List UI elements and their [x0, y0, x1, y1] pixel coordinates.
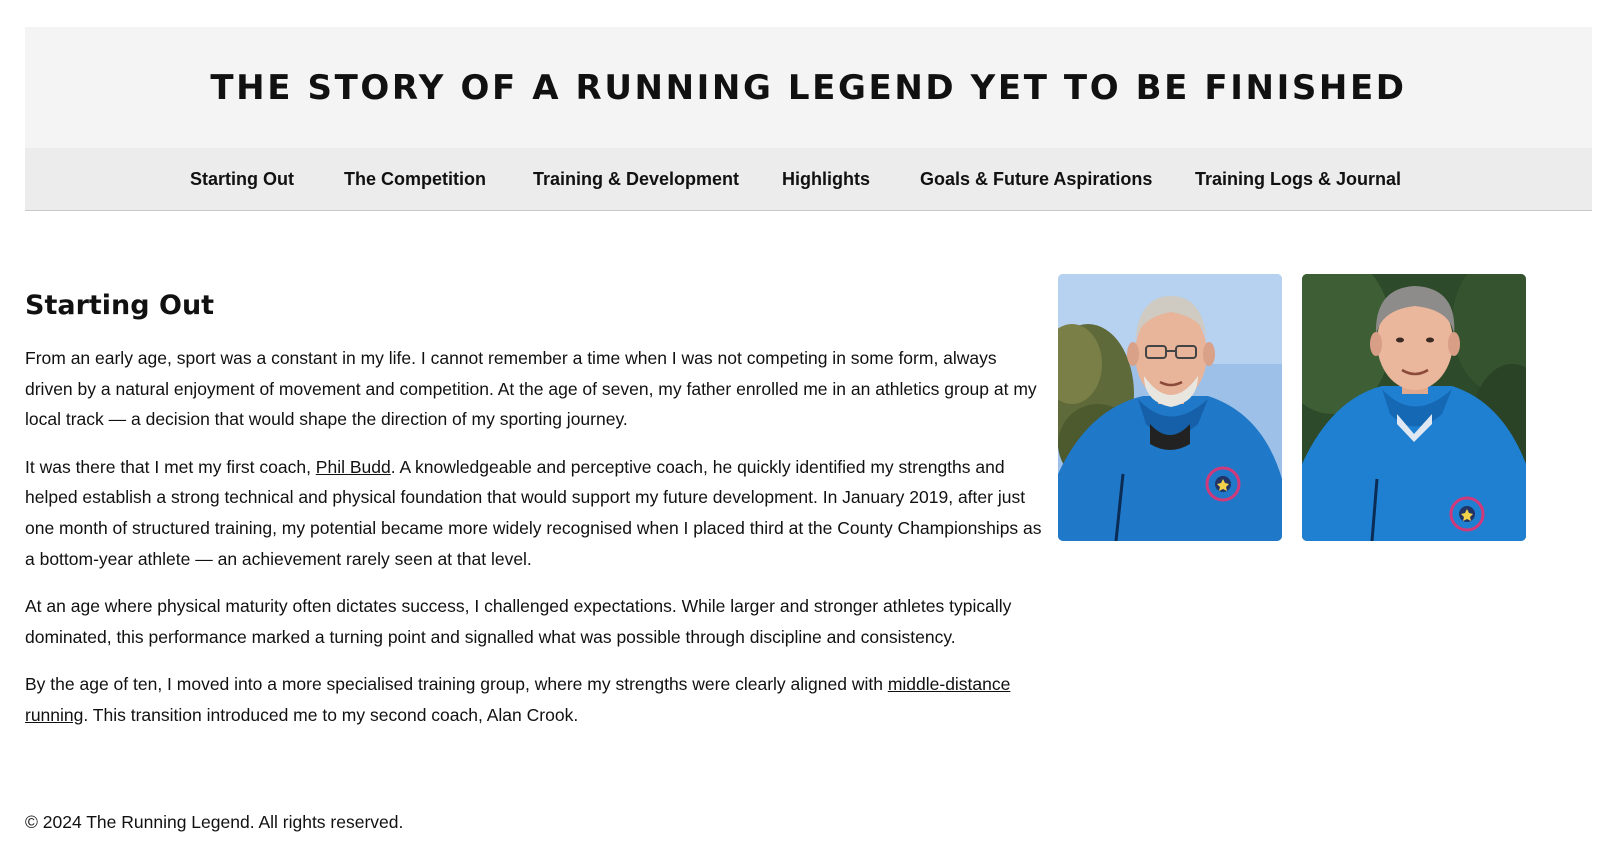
- footer-copyright: © 2024 The Running Legend. All rights reserved.: [25, 812, 404, 832]
- paragraph-text: . A knowledgeable and perceptive coach, he quickly identified my strengths and helped establish a strong technical and physical foundation that would support my future development. In January 2019, after just one month of structured training, my potential became more widely recognised when I placed third at the County Championships as a bottom-year athlete — an achievement rarely seen at that level.: [25, 456, 1042, 569]
- page-heading: Starting Out: [25, 290, 215, 321]
- second-coach-paragraph: [25, 669, 1045, 730]
- portrait-photo-icon: [1058, 274, 1282, 541]
- portrait-photo-icon: [1302, 274, 1526, 541]
- phil-budd-link[interactable]: Phil Budd: [315, 456, 391, 477]
- site-title: THE STORY OF A RUNNING LEGEND YET TO BE FINISHED: [210, 67, 1407, 108]
- site-header: [25, 27, 1592, 148]
- nav-item-starting-out[interactable]: Starting Out: [190, 169, 294, 189]
- nav-item-training-development[interactable]: Training & Development: [533, 169, 740, 189]
- paragraph-text: By the age of ten, I moved into a more specialised training group, where my strengths were clearly aligned with: [25, 674, 888, 695]
- nav-item-goals-future-aspirations[interactable]: Goals & Future Aspirations: [920, 169, 1153, 189]
- paragraph-text: . This transition introduced me to my second coach, Alan Crook.: [83, 704, 579, 725]
- coach-photo-1: [1058, 274, 1282, 541]
- nav-item-highlights[interactable]: Highlights: [782, 169, 870, 189]
- expectations-paragraph: At an age where physical maturity often dictates success, I challenged expectations. While larger and stronger athletes typically dominated, this performance marked a turning point and signalled what was possible through discipline and consistency.: [25, 596, 1012, 647]
- first-coach-paragraph: [25, 452, 1045, 574]
- main-nav: [25, 148, 1592, 211]
- coach-photo-2: [1302, 274, 1526, 541]
- main-content: [25, 290, 1045, 748]
- paragraph-text: It was there that I met my first coach,: [25, 456, 316, 477]
- intro-paragraph: From an early age, sport was a constant in my life. I cannot remember a time when I was not competing in some form, always driven by a natural enjoyment of movement and competition. At the age of seven, my father enrolled me in an athletics group at my local track — a decision that would shape the direction of my sporting journey.: [25, 348, 1037, 430]
- nav-item-training-logs-journal[interactable]: Training Logs & Journal: [1195, 169, 1402, 189]
- middle-distance-running-link[interactable]: middle-distance running: [25, 674, 1011, 725]
- nav-item-the-competition[interactable]: The Competition: [344, 169, 486, 189]
